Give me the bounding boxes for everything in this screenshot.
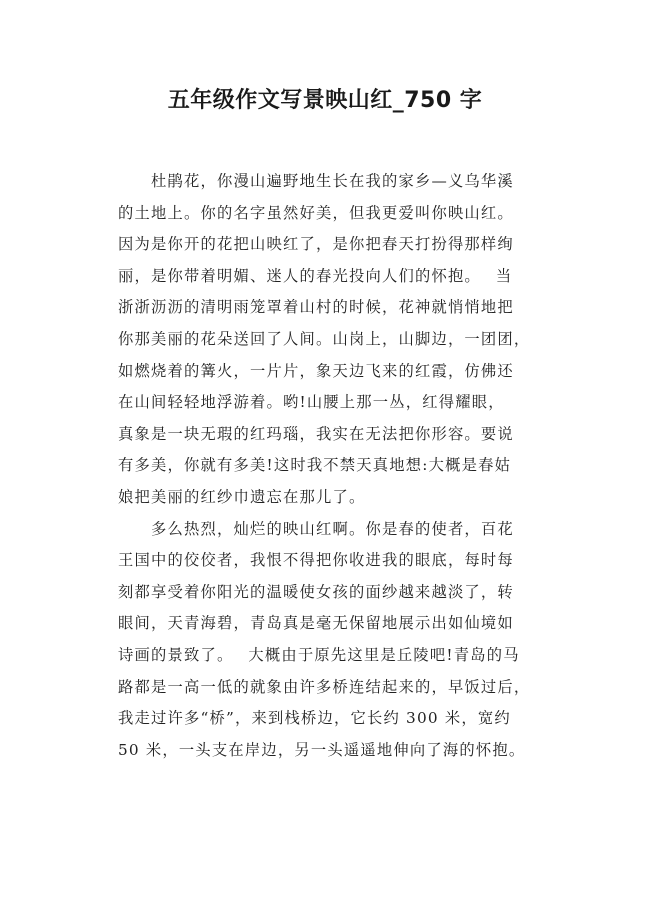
- text-line: 浙浙沥沥的清明雨笼罩着山村的时候，花神就悄悄地把: [118, 298, 514, 317]
- text-line: 多么热烈，灿烂的映山红啊。你是春的使者，百花: [118, 519, 514, 538]
- text-line: 有多美，你就有多美!这时我不禁天真地想:大概是春姑: [118, 456, 512, 475]
- text-line: 娘把美丽的红纱巾遗忘在那儿了。: [118, 487, 366, 506]
- text-line: 我走过许多“桥”，来到栈桥边，它长约 300 米，宽约: [118, 709, 511, 728]
- text-line: 眼间，天青海碧，青岛真是毫无保留地展示出如仙境如: [118, 614, 514, 633]
- text-line: 如燃烧着的篝火，一片片，象天边飞来的红霞，仿佛还: [118, 361, 514, 380]
- document-title: 五年级作文写景映山红_750 字: [167, 88, 483, 113]
- text-line: 你那美丽的花朵送回了人间。山岗上，山脚边，一团团，: [118, 329, 531, 348]
- text-line: 在山间轻轻地浮游着。哟!山腰上那一丛，红得耀眼，: [118, 393, 505, 412]
- text-line: 路都是一高一低的就象由许多桥连结起来的，早饭过后，: [118, 677, 531, 696]
- document-body: [118, 166, 538, 766]
- text-line: 杜鹃花，你漫山遍野地生长在我的家乡—义乌华溪: [118, 172, 514, 190]
- text-line: 50 米，一头支在岸边，另一头遥遥地伸向了海的怀抱。: [118, 740, 526, 759]
- text-line: 丽，是你带着明媚、迷人的春光投向人们的怀抱。 当: [118, 266, 513, 285]
- text-line: 刻都享受着你阳光的温暖使女孩的面纱越来越淡了，转: [118, 582, 514, 601]
- text-line: 因为是你开的花把山映红了，是你把春天打扮得那样绚: [118, 235, 514, 254]
- text-line: 真象是一块无瑕的红玛瑙，我实在无法把你形容。要说: [118, 424, 514, 443]
- text-line: 诗画的景致了。 大概由于原先这里是丘陵吧!青岛的马: [118, 645, 520, 664]
- text-line: 的土地上。你的名字虽然好美，但我更爱叫你映山红。: [118, 203, 514, 222]
- text-line: 王国中的佼佼者，我恨不得把你收进我的眼底，每时每: [118, 551, 514, 570]
